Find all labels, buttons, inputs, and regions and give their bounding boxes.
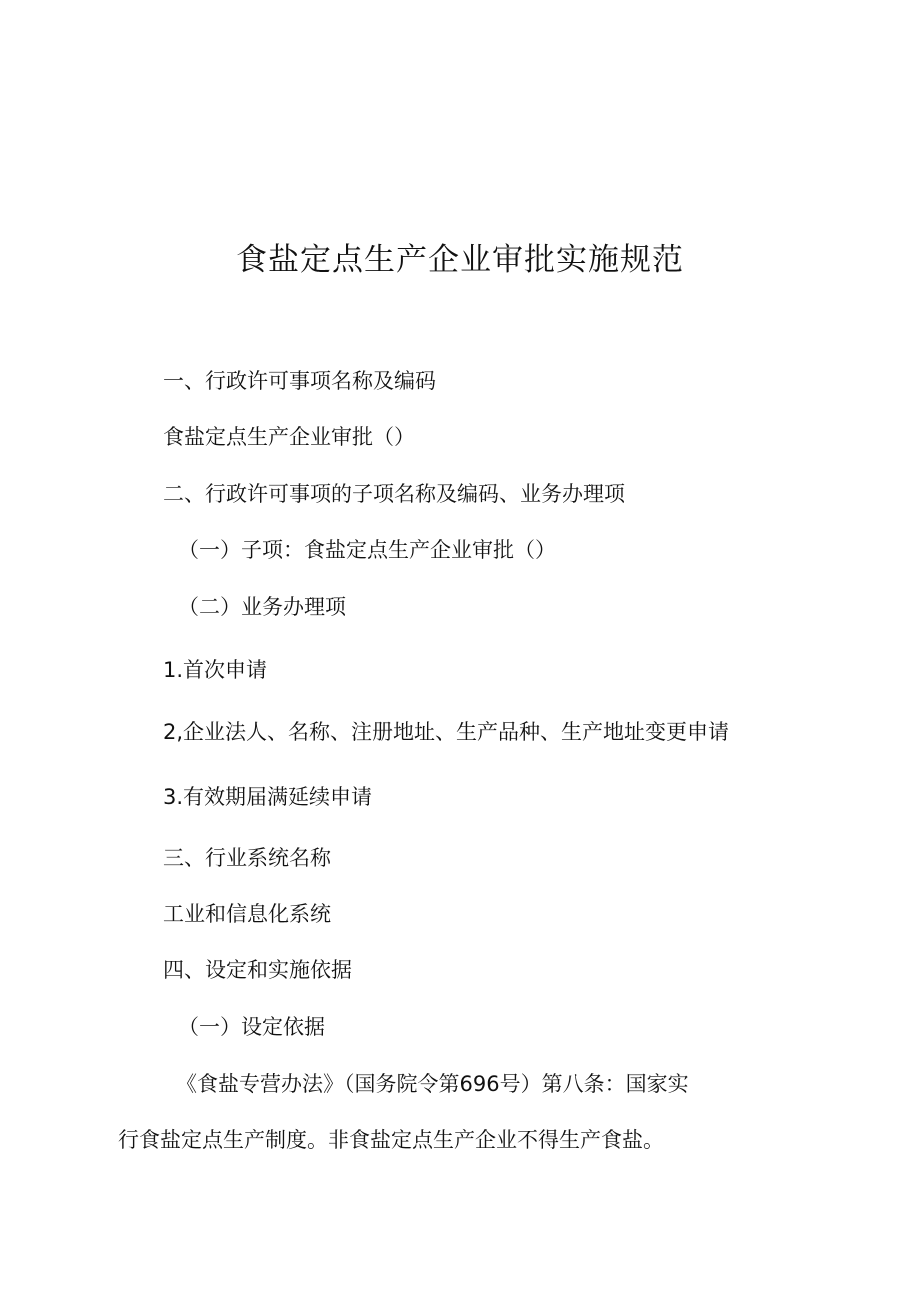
basis-paragraph-line-1: 《食盐专营办法》（国务院令第696号）第八条：国家实 — [176, 1072, 689, 1096]
industry-system-text: 工业和信息化系统 — [163, 902, 331, 926]
list-item-renewal-application: 3.有效期届满延续申请 — [163, 785, 373, 809]
section-heading-4: 四、设定和实施依据 — [163, 958, 352, 982]
item-name-text: 食盐定点生产企业审批（） — [163, 425, 415, 449]
list-item-change-application: 2,企业法人、名称、注册地址、生产品种、生产地址变更申请 — [163, 720, 730, 744]
subsection-heading-basis: （一）设定依据 — [178, 1015, 325, 1039]
subsection-heading-business: （二）业务办理项 — [178, 595, 346, 619]
section-heading-2: 二、行政许可事项的子项名称及编码、业务办理项 — [163, 482, 625, 506]
list-item-first-application: 1.首次申请 — [163, 658, 268, 682]
section-heading-1: 一、行政许可事项名称及编码 — [163, 369, 436, 393]
subsection-heading-subitem: （一）子项：食盐定点生产企业审批（） — [178, 538, 556, 562]
section-heading-3: 三、行业系统名称 — [163, 846, 331, 870]
basis-paragraph-line-2: 行食盐定点生产制度。非食盐定点生产企业不得生产食盐。 — [118, 1128, 664, 1152]
document-title: 食盐定点生产企业审批实施规范 — [236, 242, 684, 278]
